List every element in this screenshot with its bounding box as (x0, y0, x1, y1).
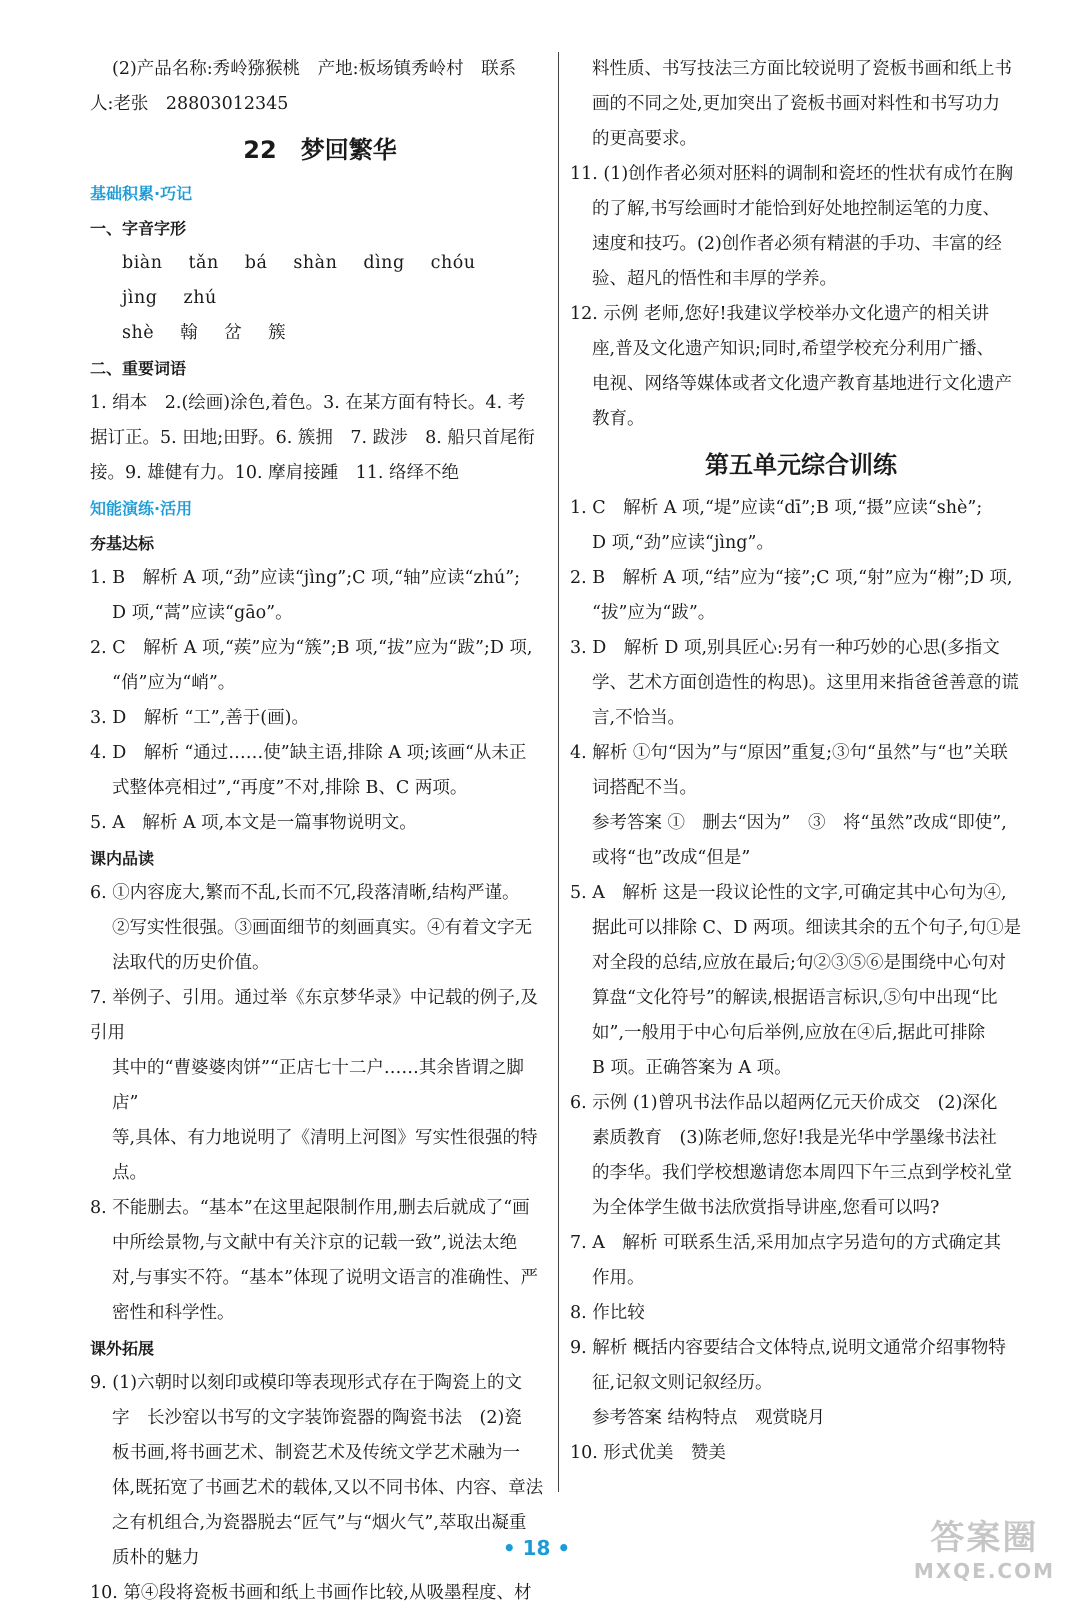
text-line: B 项。正确答案为 A 项。 (592, 1058, 792, 1078)
text-line: 参考答案 ① 删去“因为” ③ 将“虽然”改成“即使”, (592, 813, 1007, 833)
text-line: 对全段的总结,应放在最后;句②③⑤⑥是围绕中心句对 (592, 953, 1006, 973)
pinyin-token: bá (244, 253, 268, 273)
text-line: 征,记叙文则记叙经历。 (592, 1373, 773, 1393)
text-line: 如”,一般用于中心句后举例,应放在④后,据此可排除 (592, 1023, 986, 1043)
subsection-heading: 课外拓展 (90, 1339, 155, 1358)
subsection-heading: 夯基达标 (90, 534, 155, 553)
section-heading: 知能演练·活用 (90, 499, 193, 518)
pinyin-token: shè (122, 323, 155, 343)
pinyin-token: shàn (293, 253, 338, 273)
text-line: 11. (1)创作者必须对胚料的调制和瓷坯的性状有成竹在胸 (570, 164, 1014, 184)
text-line: 密性和科学性。 (112, 1303, 235, 1323)
text-line: 1. 绢本 2.(绘画)涂色,着色。3. 在某方面有特长。4. 考 (90, 393, 526, 413)
pinyin-line (90, 246, 550, 316)
text-line: 2. B 解析 A 项,“结”应为“接”;C 项,“射”应为“榭”;D 项, (570, 568, 1013, 588)
text-line: 的更高要求。 (592, 129, 697, 149)
pinyin-token: biàn (122, 253, 163, 273)
column-divider (558, 52, 559, 1492)
text-line: 据订正。5. 田地;田野。6. 簇拥 7. 跋涉 8. 船只首尾衔 (90, 428, 535, 448)
text-line: 6. 示例 (1)曾巩书法作品以超两亿元天价成交 (2)深化 (570, 1093, 998, 1113)
text-line: 3. D 解析 D 项,别具匠心:另有一种巧妙的心思(多指文 (570, 638, 1000, 658)
text-line: 之有机组合,为瓷器脱去“匠气”与“烟火气”,萃取出凝重 (112, 1513, 527, 1533)
pinyin-token: tǎn (188, 253, 219, 273)
text-line: 对,与事实不符。“基本”体现了说明文语言的准确性、严 (112, 1268, 538, 1288)
text-line: 等,具体、有力地说明了《清明上河图》写实性很强的特点。 (112, 1128, 538, 1183)
text-line: 10. 第④段将瓷板书画和纸上书画作比较,从吸墨程度、材 (90, 1583, 532, 1603)
text-line: 据此可以排除 C、D 两项。细读其余的五个句子,句①是 (592, 918, 1022, 938)
text-line: 6. ①内容庞大,繁而不乱,长而不冗,段落清晰,结构严谨。 (90, 883, 520, 903)
text-line: 5. A 解析 A 项,本文是一篇事物说明文。 (90, 813, 417, 833)
text-line: 或将“也”改成“但是” (592, 848, 751, 868)
text-line: 的李华。我们学校想邀请您本周四下午三点到学校礼堂 (592, 1163, 1012, 1183)
subsection-heading: 一、字音字形 (90, 219, 187, 238)
text-line: 为全体学生做书法欣赏指导讲座,您看可以吗? (592, 1198, 940, 1218)
text-line: 12. 示例 老师,您好!我建议学校举办文化遗产的相关讲 (570, 304, 990, 324)
text-line: 9. (1)六朝时以刻印或模印等表现形式存在于陶瓷上的文 (90, 1373, 523, 1393)
text-line: 电视、网络等媒体或者文化遗产教育基地进行文化遗产 (592, 374, 1012, 394)
text-line: 质朴的魅力 (112, 1548, 200, 1568)
text-line: 接。9. 雄健有力。10. 摩肩接踵 11. 络绎不绝 (90, 463, 460, 483)
text-line: 5. A 解析 这是一段议论性的文字,可确定其中心句为④, (570, 883, 1007, 903)
pinyin-token: chóu (430, 253, 476, 273)
text-line: ②写实性很强。③画面细节的刻画真实。④有着文字无 (112, 918, 532, 938)
text-line: 9. 解析 概括内容要结合文体特点,说明文通常介绍事物特 (570, 1338, 1006, 1358)
text-line: 中所绘景物,与文献中有关汴京的记载一致”,说法太绝 (112, 1233, 518, 1253)
section-title: 第五单元综合训练 (705, 451, 897, 479)
page-number: • 18 • (502, 1536, 571, 1560)
text-line: 7. 举例子、引用。通过举《东京梦华录》中记载的例子,及引用 (90, 988, 538, 1043)
text-line: “拔”应为“跋”。 (592, 603, 716, 623)
text-line: D 项,“劲”应读“jìng”。 (592, 533, 774, 553)
text-line: 7. A 解析 可联系生活,采用加点字另造句的方式确定其 (570, 1233, 1002, 1253)
text-line: 言,不恰当。 (592, 708, 686, 728)
text-line: 词搭配不当。 (592, 778, 697, 798)
text-line: 板书画,将书画艺术、制瓷艺术及传统文学艺术融为一 (112, 1443, 521, 1463)
watermark-line2: MXQE.COM (913, 1559, 1055, 1583)
text-line: 式整体亮相过”,“再度”不对,排除 B、C 两项。 (112, 778, 468, 798)
pinyin-token: jìng (122, 288, 158, 308)
text-line: 的了解,书写绘画时才能恰到好处地控制运笔的力度、 (592, 199, 1001, 219)
text-line: 验、超凡的悟性和丰厚的学养。 (592, 269, 837, 289)
section-title: 22 梦回繁华 (243, 136, 397, 164)
text-line: 参考答案 结构特点 观赏晓月 (592, 1408, 826, 1428)
text-line: 10. 形式优美 赞美 (570, 1443, 726, 1463)
text-line: 3. D 解析 “工”,善于(画)。 (90, 708, 309, 728)
watermark-line1: 答案圈 (930, 1518, 1039, 1558)
pinyin-token: dìng (363, 253, 405, 273)
text-line: 体,既拓宽了书画艺术的载体,又以不同书体、内容、章法 (112, 1478, 544, 1498)
text-line: 算盘“文化符号”的解读,根据语言标识,⑤句中出现“比 (592, 988, 998, 1008)
text-line: 4. D 解析 “通过……使”缺主语,排除 A 项;该画“从未正 (90, 743, 527, 763)
subsection-heading: 课内品读 (90, 849, 155, 868)
pinyin-token: zhú (183, 288, 217, 308)
text-line: 1. C 解析 A 项,“堤”应读“dī”;B 项,“摄”应读“shè”; (570, 498, 983, 518)
text-line: 座,普及文化遗产知识;同时,希望学校充分利用广播、 (592, 339, 995, 359)
text-line: 画的不同之处,更加突出了瓷板书画对料性和书写功力 (592, 94, 1001, 114)
pinyin-token: 岔 (224, 323, 243, 343)
text-line: 8. 作比较 (570, 1303, 645, 1323)
text-line: 作用。 (592, 1268, 645, 1288)
pinyin-line (90, 316, 550, 351)
text-line: 教育。 (592, 409, 645, 429)
text-line: 字 长沙窑以书写的文字装饰瓷器的陶瓷书法 (2)瓷 (112, 1408, 522, 1428)
pinyin-token: 翰 (180, 323, 199, 343)
text-line: 料性质、书写技法三方面比较说明了瓷板书画和纸上书 (592, 59, 1012, 79)
text-line: 1. B 解析 A 项,“劲”应读“jìng”;C 项,“轴”应读“zhú”; (90, 568, 521, 588)
text-line: 4. 解析 ①句“因为”与“原因”重复;③句“虽然”与“也”关联 (570, 743, 1008, 763)
left-column (90, 52, 550, 1611)
right-column (570, 52, 1032, 1471)
text-line: 其中的“曹婆婆肉饼”“正店七十二户……其余皆谓之脚店” (112, 1058, 524, 1113)
pinyin-token: 簇 (268, 323, 287, 343)
text-line: 人:老张 28803012345 (90, 94, 289, 114)
text-line: 学、艺术方面创造性的构思)。这里用来指爸爸善意的谎 (592, 673, 1019, 693)
text-line: 法取代的历史价值。 (112, 953, 270, 973)
text-line: 8. 不能删去。“基本”在这里起限制作用,删去后就成了“画 (90, 1198, 530, 1218)
subsection-heading: 二、重要词语 (90, 359, 187, 378)
text-line: (2)产品名称:秀岭猕猴桃 产地:板场镇秀岭村 联系 (112, 59, 517, 79)
text-line: D 项,“蒿”应读“gāo”。 (112, 603, 293, 623)
text-line: 素质教育 (3)陈老师,您好!我是光华中学墨缘书法社 (592, 1128, 997, 1148)
section-heading: 基础积累·巧记 (90, 184, 193, 203)
text-line: 2. C 解析 A 项,“蒺”应为“簇”;B 项,“拔”应为“跋”;D 项, (90, 638, 533, 658)
text-line: “俏”应为“峭”。 (112, 673, 236, 693)
text-line: 速度和技巧。(2)创作者必须有精湛的手功、丰富的经 (592, 234, 1002, 254)
watermark-logo (914, 1510, 1055, 1583)
